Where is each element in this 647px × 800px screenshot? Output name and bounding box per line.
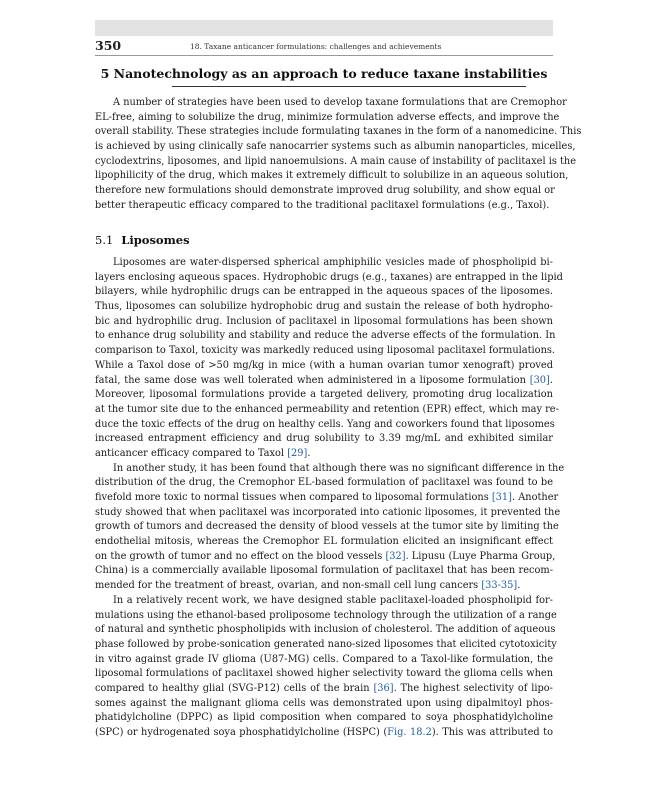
body-text-segment: distribution of the drug, the Cremophor EL-based formulation of paclitaxel was found to be xyxy=(95,477,553,489)
body-line xyxy=(95,579,553,594)
body-line xyxy=(95,403,559,418)
body-text-segment: . The highest selectivity of lipo- xyxy=(393,682,553,694)
body-text-segment: to enhance drug solubility and stability and reduce the adverse effects of the formulation. In xyxy=(95,330,556,342)
body-text-segment: somes against the malignant glioma cells was demonstrated upon using dipalmitoyl phos- xyxy=(95,697,553,709)
body-text-segment: increased entrapment efficiency and drug solubility to 3.39 mg/mL and exhibited similar xyxy=(95,433,553,445)
body-line xyxy=(95,638,557,653)
citation-link[interactable]: [31] xyxy=(491,492,512,503)
body-line xyxy=(95,344,556,359)
body-line xyxy=(95,594,553,609)
body-text-segment: . Lipusu (Luye Pharma Group, xyxy=(405,550,556,562)
body-text-segment: fatal, the same dose was well tolerated when administered in a liposome formulation xyxy=(95,374,530,386)
body-line xyxy=(95,609,557,624)
body-text-segment: liposomal formulations of paclitaxel showed higher selectivity toward the glioma cells when xyxy=(95,668,553,680)
body-line xyxy=(95,550,556,565)
body-text-segment: layers enclosing aqueous spaces. Hydrophobic drugs (e.g., taxanes) are entrapped in the lipid xyxy=(95,271,563,283)
body-text-segment: of natural and synthetic phospholipids with inclusion of cholesterol. The addition of aqueous xyxy=(95,624,556,636)
body-line xyxy=(95,359,553,374)
body-line xyxy=(95,388,553,403)
page-header xyxy=(95,38,553,56)
running-head: 18. Taxane anticancer formulations: challenges and achievements xyxy=(190,42,442,51)
body-line xyxy=(95,653,553,668)
body-line xyxy=(95,418,553,433)
intro-line: cyclodextrins, liposomes, and lipid nanoemulsions. A main cause of instability of paclitaxel is the xyxy=(95,155,577,167)
body-text-segment: bilayers, while hydrophilic drugs can be entrapped in the aqueous spaces of the liposomes. xyxy=(95,286,553,298)
citation-link[interactable]: [30] xyxy=(529,374,550,386)
body-text-segment: bic and hydrophilic drug. Inclusion of paclitaxel in liposomal formulations has been shown xyxy=(95,315,553,327)
body-line xyxy=(95,682,553,697)
body-line xyxy=(95,476,553,491)
body-text-segment: mended for the treatment of breast, ovarian, and non-small cell lung cancers xyxy=(95,580,482,592)
body-line xyxy=(95,726,553,741)
top-bar xyxy=(95,20,553,36)
body-text-segment: mulations using the ethanol-based proliposome technology through the utilization of a range xyxy=(95,609,557,621)
body-text xyxy=(95,256,565,741)
body-line xyxy=(95,506,561,521)
body-text-segment: fivefold more toxic to normal tissues when compared to liposomal formulations xyxy=(95,492,492,503)
body-line xyxy=(95,256,553,271)
citation-link[interactable]: [36] xyxy=(373,682,394,694)
body-text-segment: in vitro against grade IV glioma (U87-MG) cells. Compared to a Taxol-like formulation, the xyxy=(95,653,553,665)
body-text-segment: comparison to Taxol, toxicity was markedly reduced using liposomal paclitaxel formulations. xyxy=(95,345,556,357)
body-text-segment: Moreover, liposomal formulations provide a targeted delivery, promoting drug localization xyxy=(95,389,553,401)
intro-line: better therapeutic efficacy compared to the traditional paclitaxel formulations (e.g., Taxol). xyxy=(95,199,550,211)
header-rule xyxy=(95,55,553,56)
intro-line: A number of strategies have been used to develop taxane formulations that are Cremophor xyxy=(113,97,567,108)
citation-link[interactable]: [33-35] xyxy=(481,580,518,592)
body-text-segment: In another study, it has been found that although there was no significant difference in the xyxy=(113,462,565,474)
subsection-number: 5.1 xyxy=(95,233,114,247)
title-rule xyxy=(172,86,526,87)
section-title: 5 Nanotechnology as an approach to reduce taxane instabilities xyxy=(100,66,548,81)
body-line xyxy=(95,329,556,344)
body-text-segment: endothelial mitosis, whereas the Cremophor EL formulation elicited an insignificant effect xyxy=(95,536,553,548)
body-line xyxy=(95,697,553,712)
citation-link[interactable]: [29] xyxy=(287,447,308,459)
body-line xyxy=(95,447,553,462)
intro-line: EL-free, aiming to solubilize the drug, minimize formulation adverse effects, and improve the xyxy=(95,111,560,123)
body-line xyxy=(95,462,565,477)
body-text-segment: . xyxy=(549,374,553,386)
body-line xyxy=(95,491,559,506)
body-text-segment: anticancer efficacy compared to Taxol xyxy=(95,447,288,459)
intro-paragraph xyxy=(95,96,582,214)
body-text-segment: . Another xyxy=(511,492,559,503)
body-line xyxy=(95,535,553,550)
body-line xyxy=(95,374,553,389)
subsection-title: Liposomes xyxy=(121,233,190,247)
body-text-segment: study showed that when paclitaxel was incorporated into cationic liposomes, it prevented the xyxy=(95,506,561,518)
body-line xyxy=(95,667,553,682)
body-line xyxy=(95,564,553,579)
body-text-segment: . xyxy=(517,580,521,592)
body-text-segment: In a relatively recent work, we have designed stable paclitaxel-loaded phospholipid for- xyxy=(113,594,553,606)
body-text-segment: Liposomes are water-dispersed spherical amphiphilic vesicles made of phospholipid bi- xyxy=(113,257,553,268)
body-line xyxy=(95,300,553,315)
body-text-segment: compared to healthy glial (SVG-P12) cells of the brain xyxy=(95,682,374,694)
intro-line: lipophilicity of the drug, which makes it extremely difficult to solubilize in an aqueous solution, xyxy=(95,170,569,182)
page-number: 350 xyxy=(95,38,122,53)
body-line xyxy=(95,432,553,447)
body-text-segment: . xyxy=(307,447,311,459)
body-text-segment: phase followed by probe-sonication generated nano-sized liposomes that elicited cytotoxicity xyxy=(95,638,557,650)
body-line xyxy=(95,520,559,535)
body-line xyxy=(95,315,553,330)
citation-link[interactable]: [32] xyxy=(385,550,406,562)
intro-line: is achieved by using clinically safe nanocarrier systems such as albumin nanoparticles, micelles, xyxy=(95,141,576,153)
intro-line: overall stability. These strategies include formulating taxanes in the form of a nanomedicine. This xyxy=(95,126,582,138)
body-text-segment: phatidylcholine (DPPC) as lipid composition when compared to soya phosphatidylcholine xyxy=(95,712,553,724)
intro-line: therefore new formulations should demonstrate improved drug solubility, and show equal or xyxy=(95,185,555,197)
body-line xyxy=(95,285,553,300)
body-text-segment: While a Taxol dose of >50 mg/kg in mice (with a human ovarian tumor xenograft) proved xyxy=(95,359,553,371)
body-line xyxy=(95,711,553,726)
body-text-segment: China) is a commercially available liposomal formulation of paclitaxel that has been recom- xyxy=(95,565,553,577)
body-text-segment: at the tumor site due to the enhanced permeability and retention (EPR) effect, which may re- xyxy=(95,403,559,415)
body-text-segment: on the growth of tumor and no effect on the blood vessels xyxy=(95,550,386,562)
subsection-heading xyxy=(95,233,553,247)
body-text-segment: ). This was attributed to xyxy=(431,727,554,738)
body-text-segment: growth of tumors and decreased the density of blood vessels at the tumor site by limiting the xyxy=(95,521,559,533)
figure-reference-link[interactable]: Fig. 18.2 xyxy=(387,727,432,738)
body-line xyxy=(95,271,563,286)
body-line xyxy=(95,623,556,638)
body-text-segment: Thus, liposomes can solubilize hydrophobic drug and sustain the release of both hydropho- xyxy=(95,301,553,313)
body-text-segment: duce the toxic effects of the drug on healthy cells. Yang and coworkers found that liposomes xyxy=(95,418,555,430)
body-text-segment: (SPC) or hydrogenated soya phosphatidylcholine (HSPC) ( xyxy=(95,727,388,738)
